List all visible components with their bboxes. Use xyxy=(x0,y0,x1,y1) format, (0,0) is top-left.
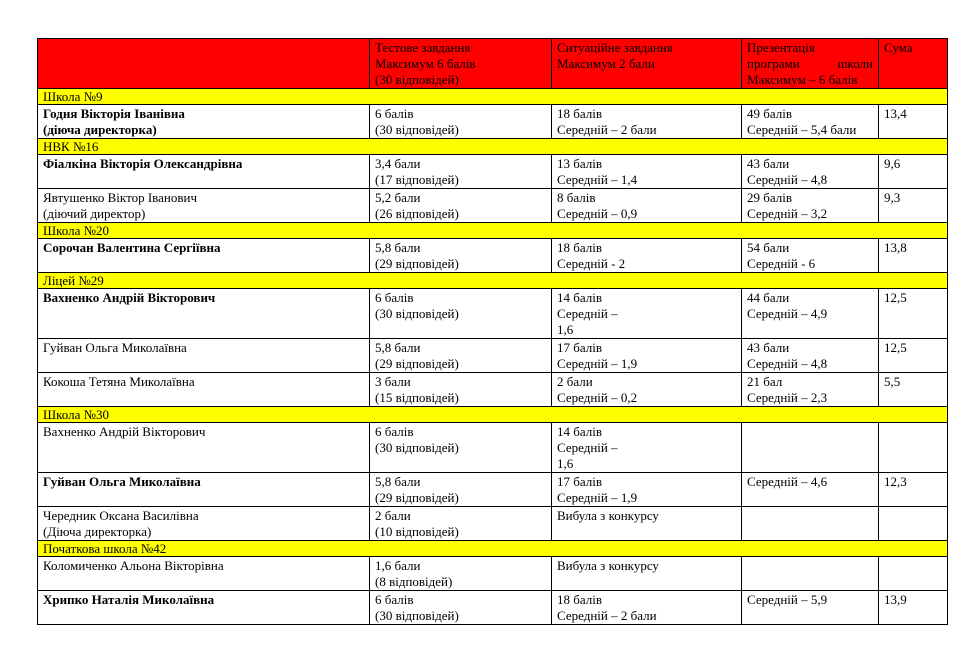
test-score-line: (15 відповідей) xyxy=(375,390,459,405)
header-situ-line: Максимум 2 бали xyxy=(557,56,655,71)
group-header-row xyxy=(38,407,948,423)
header-pres-word: програми xyxy=(747,56,800,71)
test-score-line: 1,6 бали xyxy=(375,558,421,573)
header-pres-line: Максимум – 6 балів xyxy=(747,72,858,87)
test-score-line: 6 балів xyxy=(375,290,414,305)
test-score-cell xyxy=(370,189,552,223)
presentation-score-cell xyxy=(742,105,879,139)
situation-score-line: 17 балів xyxy=(557,340,602,355)
test-score-line: (26 відповідей) xyxy=(375,206,459,221)
situation-score-line: Вибула з конкурсу xyxy=(557,558,659,573)
table-row xyxy=(38,155,948,189)
sum-cell: 12,5 xyxy=(879,339,948,373)
table-row xyxy=(38,339,948,373)
situation-score-cell xyxy=(552,155,742,189)
presentation-score-cell xyxy=(742,507,879,541)
header-test-line: (30 відповідей) xyxy=(375,72,459,87)
presentation-score-line: 43 бали xyxy=(747,156,790,171)
group-header-row xyxy=(38,89,948,105)
candidate-name-cell xyxy=(38,155,370,189)
presentation-score-cell xyxy=(742,373,879,407)
candidate-name: Явтушенко Віктор Іванович xyxy=(43,190,197,205)
test-score-line: (29 відповідей) xyxy=(375,490,459,505)
test-score-line: (29 відповідей) xyxy=(375,356,459,371)
candidate-name: Хрипко Наталія Миколаївна xyxy=(43,592,215,607)
situation-score-line: Середній – 1,9 xyxy=(557,490,638,505)
candidate-name: (діюча директорка) xyxy=(43,122,157,137)
situation-score-line: Середній – 2 бали xyxy=(557,608,657,623)
header-test-line: Максимум 6 балів xyxy=(375,56,476,71)
test-score-cell xyxy=(370,507,552,541)
candidate-name-cell xyxy=(38,507,370,541)
table-row xyxy=(38,189,948,223)
candidate-name-cell xyxy=(38,339,370,373)
table-row xyxy=(38,289,948,339)
situation-score-cell xyxy=(552,289,742,339)
test-score-line: (29 відповідей) xyxy=(375,256,459,271)
test-score-cell xyxy=(370,339,552,373)
situation-score-cell xyxy=(552,557,742,591)
candidate-name: Коломиченко Альона Вікторівна xyxy=(43,558,224,573)
situation-score-line: Середній – 0,2 xyxy=(557,390,638,405)
situation-score-line: 13 балів xyxy=(557,156,602,171)
candidate-name-cell xyxy=(38,189,370,223)
presentation-score-cell xyxy=(742,423,879,473)
sum-cell: 13,4 xyxy=(879,105,948,139)
test-score-line: (30 відповідей) xyxy=(375,122,459,137)
group-title: Початкова школа №42 xyxy=(38,541,948,557)
group-title: Школа №20 xyxy=(38,223,948,239)
candidate-name-cell xyxy=(38,557,370,591)
test-score-line: 5,2 бали xyxy=(375,190,421,205)
presentation-score-line: Середній – 5,4 бали xyxy=(747,122,857,137)
results-table xyxy=(37,38,948,625)
candidate-name: (Діюча директорка) xyxy=(43,524,152,539)
table-row xyxy=(38,507,948,541)
situation-score-cell xyxy=(552,105,742,139)
situation-score-line: Середній – xyxy=(557,440,618,455)
presentation-score-cell xyxy=(742,557,879,591)
situation-score-line: 8 балів xyxy=(557,190,596,205)
presentation-score-line: 49 балів xyxy=(747,106,792,121)
presentation-score-line: 43 бали xyxy=(747,340,790,355)
header-row xyxy=(38,39,948,89)
situation-score-line: 18 балів xyxy=(557,240,602,255)
candidate-name: Гуйван Ольга Миколаївна xyxy=(43,474,201,489)
presentation-score-cell xyxy=(742,591,879,625)
candidate-name: Годня Вікторія Іванівна xyxy=(43,106,185,121)
presentation-score-line: Середній - 6 xyxy=(747,256,816,271)
header-pres-line: Презентація xyxy=(747,40,815,55)
presentation-score-line: Середній – 4,8 xyxy=(747,356,828,371)
test-score-cell xyxy=(370,473,552,507)
test-score-line: 2 бали xyxy=(375,508,411,523)
test-score-line: 5,8 бали xyxy=(375,240,421,255)
header-pres-cell xyxy=(742,39,879,89)
candidate-name-cell xyxy=(38,289,370,339)
sum-cell xyxy=(879,423,948,473)
candidate-name: Сорочан Валентина Сергіївна xyxy=(43,240,221,255)
situation-score-cell xyxy=(552,239,742,273)
sum-cell: 9,6 xyxy=(879,155,948,189)
situation-score-cell xyxy=(552,473,742,507)
situation-score-line: 17 балів xyxy=(557,474,602,489)
test-score-cell xyxy=(370,557,552,591)
sum-cell: 5,5 xyxy=(879,373,948,407)
situation-score-line: Вибула з конкурсу xyxy=(557,508,659,523)
presentation-score-cell xyxy=(742,289,879,339)
situation-score-line: 2 бали xyxy=(557,374,593,389)
test-score-line: (8 відповідей) xyxy=(375,574,453,589)
candidate-name-cell xyxy=(38,373,370,407)
situation-score-line: Середній – 0,9 xyxy=(557,206,638,221)
test-score-line: (10 відповідей) xyxy=(375,524,459,539)
test-score-line: (30 відповідей) xyxy=(375,440,459,455)
situation-score-line: 1,6 xyxy=(557,322,574,337)
test-score-line: 3 бали xyxy=(375,374,411,389)
test-score-cell xyxy=(370,155,552,189)
test-score-line: 3,4 бали xyxy=(375,156,421,171)
test-score-line: (30 відповідей) xyxy=(375,608,459,623)
presentation-score-line: 54 бали xyxy=(747,240,790,255)
candidate-name-cell xyxy=(38,105,370,139)
header-test-cell xyxy=(370,39,552,89)
table-row xyxy=(38,239,948,273)
group-title: НВК №16 xyxy=(38,139,948,155)
table-row xyxy=(38,473,948,507)
candidate-name: Вахненко Андрій Вікторович xyxy=(43,424,206,439)
situation-score-cell xyxy=(552,373,742,407)
sum-cell: 13,8 xyxy=(879,239,948,273)
presentation-score-line: Середній – 4,9 xyxy=(747,306,828,321)
situation-score-line: 14 балів xyxy=(557,424,602,439)
header-pres-word: школи xyxy=(837,56,873,71)
test-score-line: (30 відповідей) xyxy=(375,306,459,321)
situation-score-line: Середній - 2 xyxy=(557,256,626,271)
test-score-cell xyxy=(370,289,552,339)
candidate-name: Гуйван Ольга Миколаївна xyxy=(43,340,187,355)
situation-score-line: Середній – 1,4 xyxy=(557,172,638,187)
test-score-cell xyxy=(370,423,552,473)
candidate-name: Фіалкіна Вікторія Олександрівна xyxy=(43,156,243,171)
situation-score-line: 14 балів xyxy=(557,290,602,305)
candidate-name-cell xyxy=(38,591,370,625)
presentation-score-line: Середній – 3,2 xyxy=(747,206,828,221)
sum-cell: 12,5 xyxy=(879,289,948,339)
sum-cell xyxy=(879,557,948,591)
table-row xyxy=(38,557,948,591)
table-row xyxy=(38,373,948,407)
test-score-line: 6 балів xyxy=(375,106,414,121)
presentation-score-line: 44 бали xyxy=(747,290,790,305)
test-score-line: 6 балів xyxy=(375,592,414,607)
test-score-cell xyxy=(370,239,552,273)
test-score-line: 5,8 бали xyxy=(375,474,421,489)
situation-score-line: Середній – xyxy=(557,306,618,321)
header-test-line: Тестове завдання xyxy=(375,40,471,55)
group-header-row xyxy=(38,273,948,289)
candidate-name: Чередник Оксана Василівна xyxy=(43,508,199,523)
presentation-score-cell xyxy=(742,189,879,223)
situation-score-cell xyxy=(552,507,742,541)
group-title: Ліцей №29 xyxy=(38,273,948,289)
table-row xyxy=(38,591,948,625)
situation-score-line: 18 балів xyxy=(557,592,602,607)
table-row xyxy=(38,105,948,139)
header-sum-cell: Сума xyxy=(879,39,948,89)
situation-score-cell xyxy=(552,189,742,223)
presentation-score-line: Середній – 5,9 xyxy=(747,592,828,607)
group-header-row xyxy=(38,223,948,239)
situation-score-cell xyxy=(552,339,742,373)
candidate-name-cell xyxy=(38,239,370,273)
sum-cell xyxy=(879,507,948,541)
candidate-name: Кокоша Тетяна Миколаївна xyxy=(43,374,195,389)
test-score-cell xyxy=(370,105,552,139)
situation-score-line: Середній – 1,9 xyxy=(557,356,638,371)
group-header-row xyxy=(38,541,948,557)
test-score-line: (17 відповідей) xyxy=(375,172,459,187)
presentation-score-cell xyxy=(742,155,879,189)
sum-cell: 13,9 xyxy=(879,591,948,625)
presentation-score-line: Середній – 4,8 xyxy=(747,172,828,187)
header-situ-cell xyxy=(552,39,742,89)
situation-score-line: 1,6 xyxy=(557,456,574,471)
header-name-cell xyxy=(38,39,370,89)
test-score-line: 5,8 бали xyxy=(375,340,421,355)
group-title: Школа №9 xyxy=(38,89,948,105)
group-header-row xyxy=(38,139,948,155)
presentation-score-cell xyxy=(742,473,879,507)
presentation-score-cell xyxy=(742,239,879,273)
test-score-cell xyxy=(370,373,552,407)
header-pres-line-justified xyxy=(747,56,873,72)
test-score-line: 6 балів xyxy=(375,424,414,439)
header-situ-line: Ситуаційне завдання xyxy=(557,40,673,55)
presentation-score-line: 29 балів xyxy=(747,190,792,205)
candidate-name: (діючий директор) xyxy=(43,206,146,221)
candidate-name-cell xyxy=(38,423,370,473)
sum-cell: 12,3 xyxy=(879,473,948,507)
situation-score-line: 18 балів xyxy=(557,106,602,121)
situation-score-line: Середній – 2 бали xyxy=(557,122,657,137)
candidate-name: Вахненко Андрій Вікторович xyxy=(43,290,216,305)
group-title: Школа №30 xyxy=(38,407,948,423)
presentation-score-line: 21 бал xyxy=(747,374,783,389)
presentation-score-line: Середній – 4,6 xyxy=(747,474,828,489)
presentation-score-cell xyxy=(742,339,879,373)
situation-score-cell xyxy=(552,591,742,625)
candidate-name-cell xyxy=(38,473,370,507)
presentation-score-line: Середній – 2,3 xyxy=(747,390,828,405)
table-row xyxy=(38,423,948,473)
sum-cell: 9,3 xyxy=(879,189,948,223)
situation-score-cell xyxy=(552,423,742,473)
test-score-cell xyxy=(370,591,552,625)
